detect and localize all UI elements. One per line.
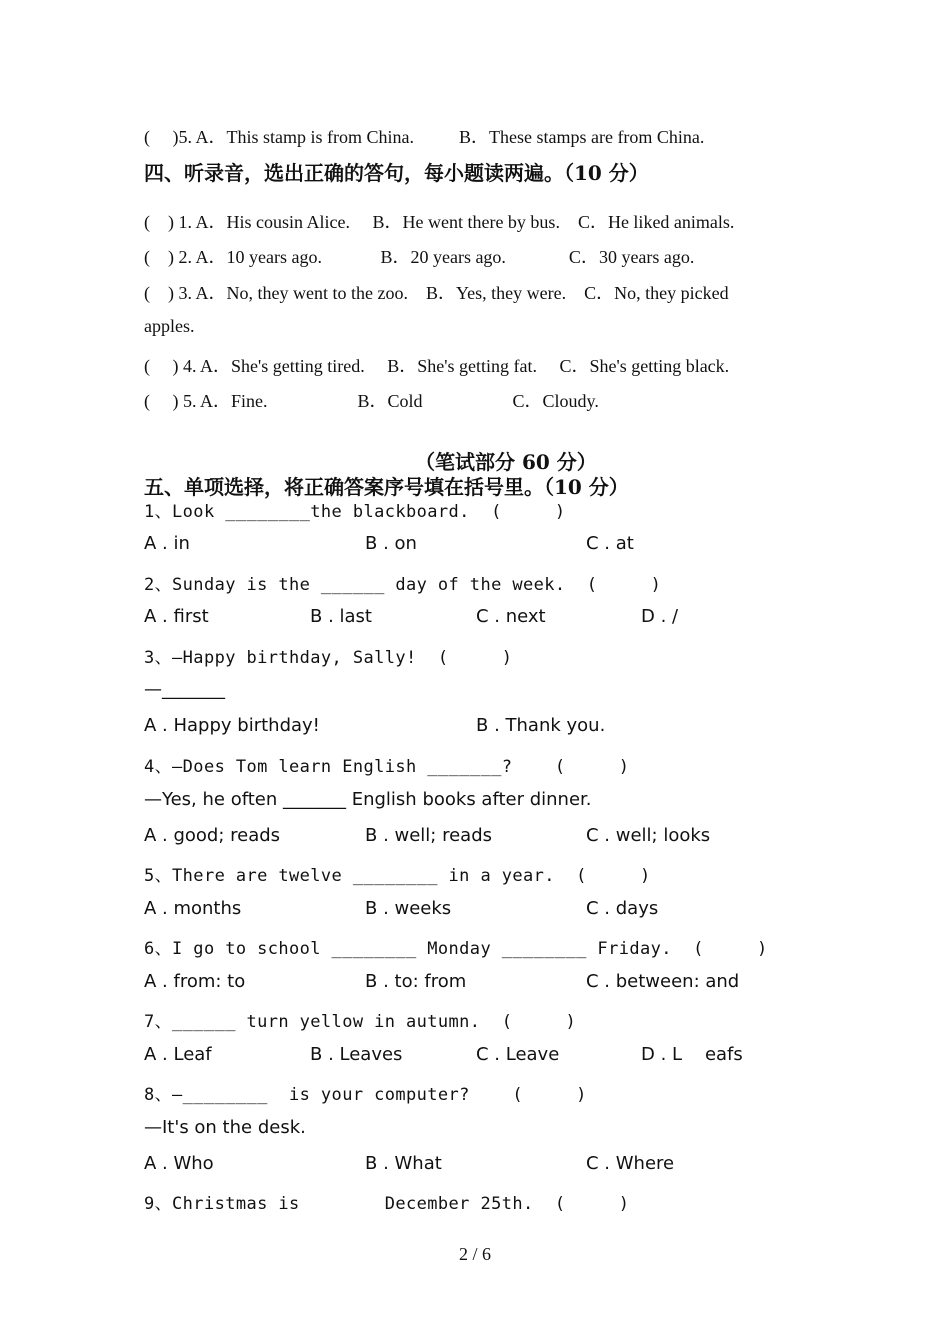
- question-1: 1、Look ________the blackboard. ( ): [144, 502, 566, 522]
- question-3-reply: —_______: [144, 679, 225, 700]
- option-b: B . What: [365, 1153, 442, 1174]
- question-8: 8、—________ is your computer? ( ): [144, 1085, 587, 1105]
- question-5-listening: ( )5. A．This stamp is from China. B．These stamps are from China.: [144, 127, 705, 147]
- question-4-reply: —Yes, he often _______ English books after dinner.: [144, 789, 592, 810]
- option-c: C . at: [586, 533, 634, 554]
- option-a: A . in: [144, 533, 190, 554]
- option-b: B . Thank you.: [476, 715, 606, 736]
- list-item: ( ) 1. A．His cousin Alice. B．He went there by bus. C．He liked animals.: [144, 212, 735, 232]
- option-d: D . /: [641, 606, 679, 627]
- option-c: C . days: [586, 898, 659, 919]
- page-number: 2 / 6: [458, 1244, 491, 1264]
- option-b: B . on: [365, 533, 417, 554]
- question-4: 4、—Does Tom learn English _______? ( ): [144, 757, 630, 777]
- question-3: 3、—Happy birthday, Sally! ( ): [144, 648, 513, 668]
- option-b: B . last: [310, 606, 372, 627]
- option-c: C . Where: [586, 1153, 675, 1174]
- section-5-heading: 五、单项选择，将正确答案序号填在括号里。（10 分）: [144, 475, 629, 499]
- option-a: A . Leaf: [144, 1044, 212, 1065]
- section-4-heading: 四、听录音，选出正确的答句，每小题读两遍。（10 分）: [144, 161, 649, 185]
- option-b: B . Leaves: [310, 1044, 403, 1065]
- question-8-reply: —It's on the desk.: [144, 1117, 306, 1138]
- list-item: ( ) 5. A．Fine. B．Cold C．Cloudy.: [144, 391, 599, 411]
- list-item: apples.: [144, 316, 195, 336]
- list-item: ( ) 2. A．10 years ago. B．20 years ago. C．30 years ago.: [144, 247, 695, 267]
- option-c: C . next: [476, 606, 546, 627]
- option-a: A . from: to: [144, 971, 246, 992]
- option-c: C . Leave: [476, 1044, 560, 1065]
- option-a: A . good; reads: [144, 825, 281, 846]
- option-c: C . between: and: [586, 971, 740, 992]
- option-a: A . Happy birthday!: [144, 715, 320, 736]
- option-c: C . well; looks: [586, 825, 711, 846]
- list-item: ( ) 4. A．She's getting tired. B．She's getting fat. C．She's getting black.: [144, 356, 730, 376]
- question-7: 7、______ turn yellow in autumn. ( ): [144, 1012, 577, 1032]
- option-b: B . well; reads: [365, 825, 493, 846]
- option-d: D . L eafs: [641, 1044, 743, 1065]
- option-a: A . first: [144, 606, 209, 627]
- question-5: 5、There are twelve ________ in a year. ( ): [144, 866, 651, 886]
- list-item: ( ) 3. A．No, they went to the zoo. B．Yes, they were. C．No, they picked: [144, 283, 729, 303]
- question-9: 9、Christmas is December 25th. ( ): [144, 1194, 630, 1214]
- option-a: A . Who: [144, 1153, 214, 1174]
- option-b: B . to: from: [365, 971, 467, 992]
- option-a: A . months: [144, 898, 242, 919]
- written-part-title: （笔试部分 60 分）: [415, 450, 597, 474]
- question-6: 6、I go to school ________ Monday ________ Friday. ( ): [144, 939, 768, 959]
- option-b: B . weeks: [365, 898, 452, 919]
- question-2: 2、Sunday is the ______ day of the week. ( ): [144, 575, 662, 595]
